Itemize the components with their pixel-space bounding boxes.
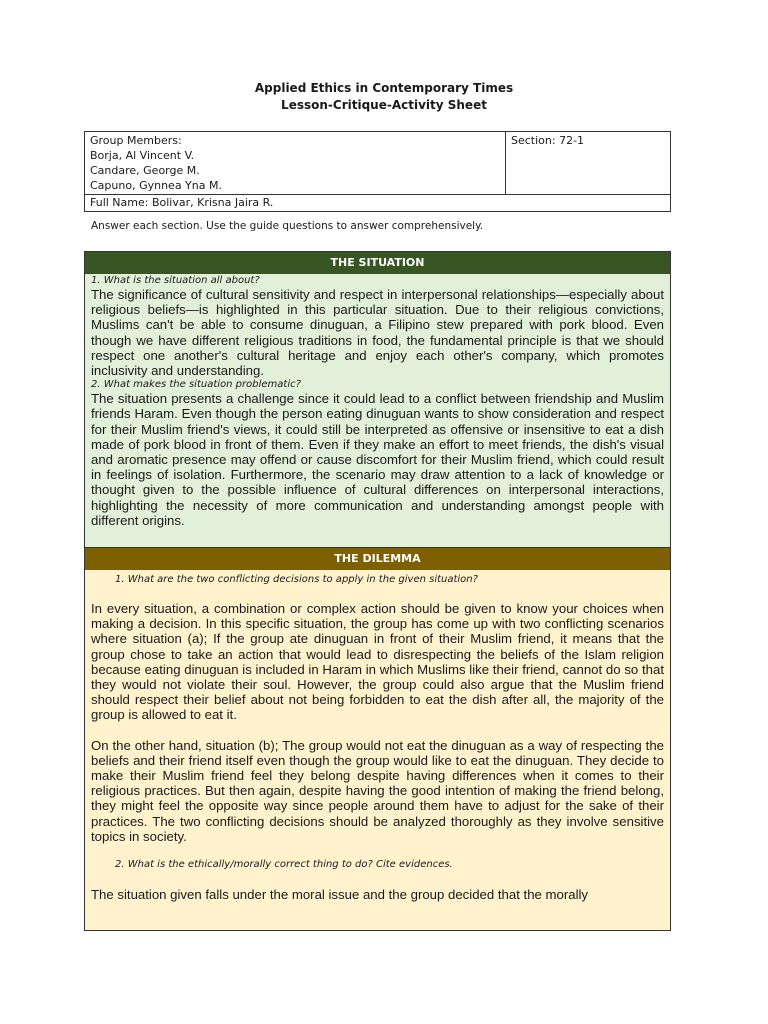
section-cell <box>506 132 671 195</box>
dilemma-answer-1b: On the other hand, situation (b); The group would not eat the dinuguan as a way of respecting the beliefs and their friend itself even though the group would like to eat the dinuguan. They decide to make their Muslim friend feel they belong despite having differences when it comes to their religious practices. But then again, despite having the good intention of making the friend belong, they might feel the opposite way since people around them have to adjust for the sake of their practices. The two conflicting decisions should be analyzed thoroughly as they involve sensitive topics in society. <box>91 737 664 844</box>
group-member: Borja, Al Vincent V. <box>90 149 195 162</box>
situation-question-1: 1. What is the situation all about? <box>91 275 260 286</box>
group-members-label: Group Members: <box>90 134 182 147</box>
group-member: Candare, George M. <box>90 164 200 177</box>
situation-section <box>84 251 671 548</box>
dilemma-heading: THE DILEMMA <box>85 548 670 570</box>
dilemma-question-1: 1. What are the two conflicting decisions to apply in the given situation? <box>115 574 478 585</box>
dilemma-section <box>84 547 671 931</box>
situation-question-2: 2. What makes the situation problematic? <box>91 379 301 391</box>
group-member: Capuno, Gynnea Yna M. <box>90 179 222 192</box>
situation-answer-2: The situation presents a challenge since it could lead to a conflict between friendship and Muslim friends Haram. Even though the person eating dinuguan wants to show consideration and respect for their Muslim friend's views, it could still be interpreted as offensive or insensitive to eat a dish made of pork blood in front of them. Even if they make an effort to meet friends, the dish's visual and aromatic presence may offend or cause discomfort for their Muslim friend, which could result in feelings of isolation. Furthermore, the scenario may draw attention to a lack of knowledge or thought given to the possible influence of cultural differences on interpersonal interactions, highlighting the necessity of more communication and understanding amongst people with different origins. <box>91 391 664 528</box>
dilemma-answer-2: The situation given falls under the moral issue and the group decided that the morally <box>91 887 589 903</box>
full-name-cell <box>85 195 671 212</box>
situation-answer-1: The significance of cultural sensitivity and respect in interpersonal relationships—especially about religious beliefs—is highlighted in this particular situation. Due to their religious convictions, Muslims can't be able to consume dinuguan, a Filipino stew prepared with pork blood. Even though we have different religious traditions in food, the fundamental principle is that we should respect one another's cultural heritage and enjoy each other's company, which promotes inclusivity and understanding. <box>91 287 664 379</box>
group-members-cell <box>85 132 506 195</box>
dilemma-answer-1a: In every situation, a combination or complex action should be given to know your choices when making a decision. In this specific situation, the group has come up with two conflicting scenarios where situation (a); If the group ate dinuguan in front of their Muslim friend, it means that the group chose to take an action that would lead to disrespecting the beliefs of the Islam religion because eating dinuguan is included in Haram in which Muslims like their friend, cannot do so that they would not violate their soul. However, the group could also argue that the Muslim friend should respect their belief about not being forbidden to eat the dish after all, the majority of the group is allowed to eat it. <box>91 601 664 723</box>
info-table <box>84 131 671 212</box>
situation-heading: THE SITUATION <box>85 252 670 274</box>
instruction-text: Answer each section. Use the guide questions to answer comprehensively. <box>91 220 484 232</box>
full-name: Full Name: Bolivar, Krisna Jaira R. <box>90 196 274 209</box>
section-label: Section: 72-1 <box>511 134 585 147</box>
document-title-block <box>0 80 768 114</box>
document-title: Applied Ethics in Contemporary Times <box>254 81 514 95</box>
dilemma-question-2: 2. What is the ethically/morally correct thing to do? Cite evidences. <box>115 859 453 871</box>
document-subtitle: Lesson-Critique-Activity Sheet <box>281 98 487 112</box>
